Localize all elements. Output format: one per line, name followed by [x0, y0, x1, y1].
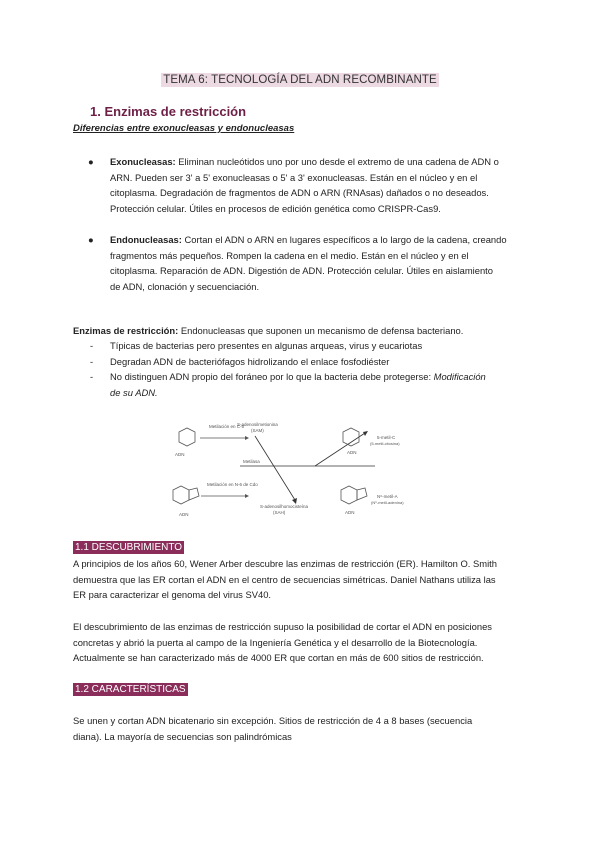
- list-item-cont: de su ADN.: [110, 386, 158, 398]
- bullet-icon: ●: [88, 156, 94, 167]
- section-heading: 1. Enzimas de restricción: [90, 104, 247, 119]
- list-item: Degradan ADN de bacteriófagos hidrolizando el enlace fosfodiéster: [110, 355, 390, 367]
- mol-label: ADN: [347, 450, 357, 455]
- endo-paragraph: Endonucleasas: Cortan el ADN o ARN en lugares específicos a lo largo de la cadena, creando fragmentos más pequeños. Rompen la cadena en el medio. Están en el núcleo y en el citoplasma. Reparación de ADN. Digestión de ADN. Protección celular. Útiles en aislamiento de ADN, clonación y secuenciación.: [110, 234, 507, 292]
- sec11-paragraph-2: El descubrimiento de las enzimas de restricción supuso la posibilidad de cortar el ADN en posiciones concretas y abrió la puerta al campo de la Ingeniería Genética y el desarrollo de la Biotecnología. Actualmente se han caracterizado más de 4000 ER que cortan en más de 600 sitios de restricción.: [73, 621, 492, 663]
- cytosine-structure: [179, 428, 195, 446]
- dash-list: - Típicas de bacterias pero presentes en algunas arqueas, virus y eucariotas - Degradan ADN de bacteriófagos hidrolizando el enlace fosfodiéster - No distinguen ADN propio del foráneo por lo que la bacteria debe protegerse: Modificación de su ADN.: [90, 338, 93, 400]
- sah-abbr: (SAH): [273, 510, 286, 515]
- right-top-label: 5-metil-C: [377, 435, 396, 440]
- methylcytosine-structure: [343, 428, 359, 446]
- right-bottom-label2: (N⁶-metil-adenina): [371, 500, 404, 505]
- label-top-left: Metilación en C-5: [209, 424, 245, 429]
- methylation-figure: [165, 418, 465, 528]
- sam-abbr: (SAM): [251, 428, 264, 433]
- right-bottom-label: N⁶-metil-A: [377, 494, 398, 499]
- right-top-label2: (5-metil-citosina): [370, 441, 400, 446]
- mol-label: ADN: [345, 510, 355, 515]
- mol-label: ADN: [179, 512, 189, 517]
- methylase-label: Metilasa: [243, 459, 260, 464]
- arrow: [255, 436, 295, 500]
- list-item: No distinguen ADN propio del foráneo por lo que la bacteria debe protegerse: Modificación: [110, 371, 486, 382]
- section-1-1-heading: 1.1 DESCUBRIMIENTO: [75, 542, 183, 553]
- bullet-icon: ●: [88, 234, 94, 245]
- exo-paragraph: Exonucleasas: Eliminan nucleótidos uno por uno desde el extremo de una cadena de ADN o ARN. Pueden ser 3' a 5' exonucleasas o 5' a 3' exonucleasas. Están en el núcleo y en el citoplasma. Degradación de fragmentos de ADN o ARN (RNAsas) dañados o no deseados. Protección celular. Útiles en procesos de edición genética como CRISPR-Cas9.: [110, 156, 499, 214]
- sah-label: S-adenosilhomocisteína: [260, 504, 309, 509]
- sec11-paragraph-1: A principios de los años 60, Wener Arber descubre las enzimas de restricción (ER). Hamilton O. Smith demuestra que las ER cortan el ADN en el centro de secuencias simétricas. Daniel Nathans utiliza las ER para caracterizar el genoma del virus SV40.: [73, 558, 497, 600]
- methyladenine-structure: [341, 486, 367, 504]
- enzimas-paragraph: Enzimas de restricción: Endonucleasas que suponen un mecanismo de defensa bacteriano.: [73, 325, 464, 336]
- list-item: Típicas de bacterias pero presentes en algunas arqueas, virus y eucariotas: [110, 340, 423, 351]
- section-1-2-heading: 1.2 CARACTERÍSTICAS: [75, 684, 186, 695]
- label-bottom-left: Metilación en N-6 de Cdo: [207, 482, 258, 487]
- mol-label: ADN: [175, 452, 185, 457]
- adenine-structure: [173, 486, 199, 504]
- sam-label: S-adenosilmetionina: [237, 422, 278, 427]
- page-title: TEMA 6: TECNOLOGÍA DEL ADN RECOMBINANTE: [163, 74, 437, 86]
- subheading: Diferencias entre exonucleasas y endonucleasas: [73, 123, 295, 134]
- sec12-paragraph: Se unen y cortan ADN bicatenario sin excepción. Sitios de restricción de 4 a 8 bases (secuencia diana). La mayoría de secuencias son palindrómicas: [73, 715, 473, 742]
